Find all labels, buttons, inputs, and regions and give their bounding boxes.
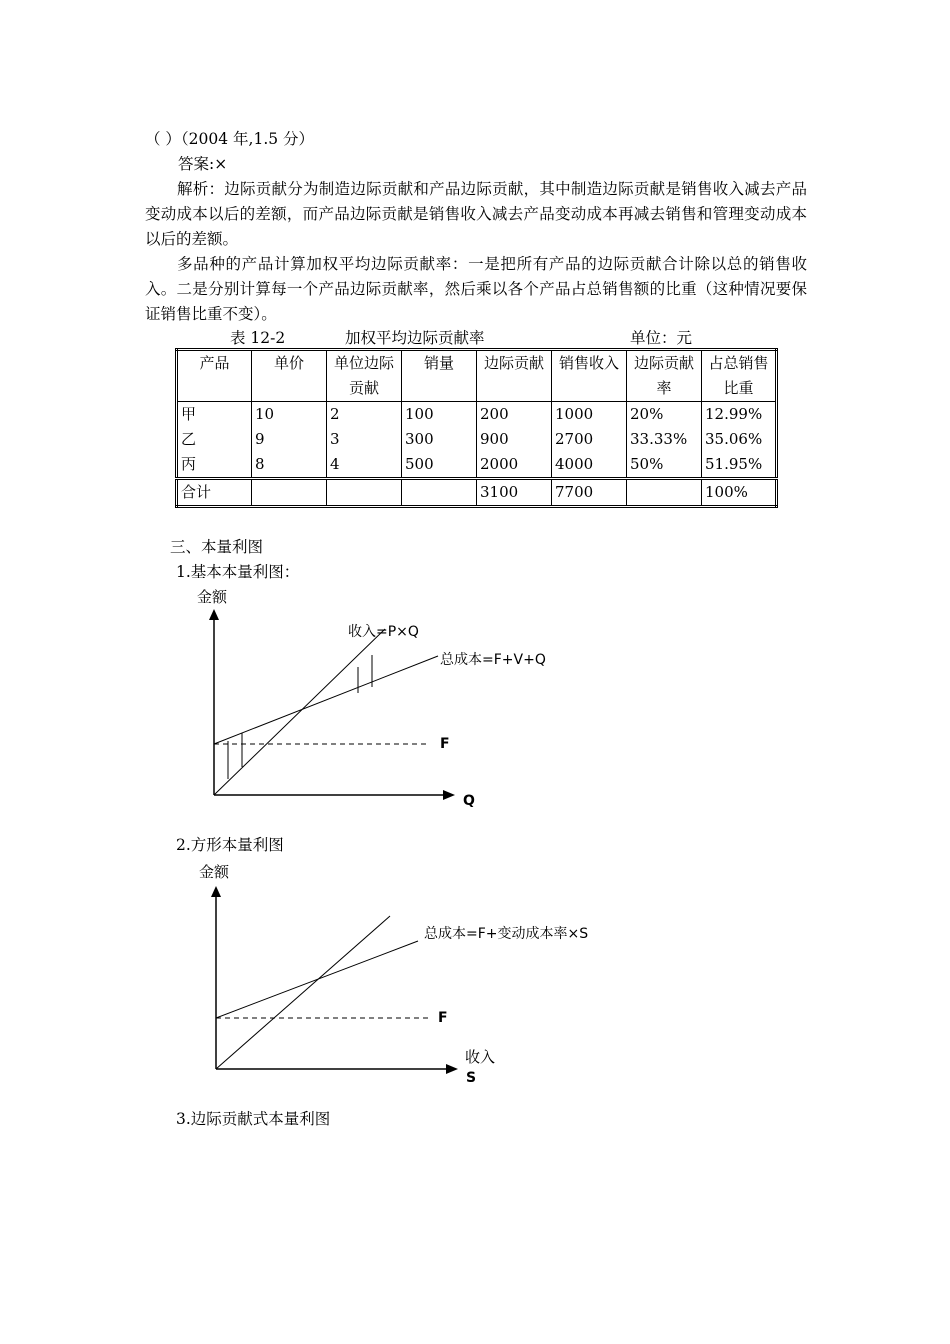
table-cell: 9 (255, 430, 265, 448)
table-header-text: 单价 (273, 354, 304, 372)
table-total-cell (627, 479, 702, 507)
table-column-cell (702, 402, 777, 479)
table-column-cell (477, 402, 552, 479)
table-total-cell (252, 479, 327, 507)
table-cell: 2 (330, 405, 340, 423)
table-total-cell: 100% (702, 479, 777, 507)
table-column-cell (552, 402, 627, 479)
table-header-cell (252, 350, 327, 402)
chart1-revenue-line (214, 629, 385, 795)
table-cell: 33.33% (630, 430, 688, 448)
chart1-cost-label: 总成本=F+V+Q (440, 652, 546, 668)
table-header-text: 率 (656, 379, 672, 397)
table-total-row (177, 479, 777, 507)
table-cell: 200 (480, 405, 509, 423)
section-heading-cvp: 三、本量利图 (170, 538, 264, 556)
table-cell: 300 (405, 430, 434, 448)
table-cell: 20% (630, 405, 664, 423)
table-cell: 500 (405, 455, 434, 473)
table-total-cell: 3100 (477, 479, 552, 507)
table-cell: 35.06% (705, 430, 763, 448)
chart2-fixed-label: F (438, 1010, 448, 1026)
table-header-cell (477, 350, 552, 402)
table-column-cell (627, 402, 702, 479)
chart1-fixed-label: F (440, 736, 450, 752)
chart2-x-axis-label-top: 收入 (465, 1048, 496, 1066)
chart1-revenue-label: 收入=P×Q (348, 624, 419, 640)
analysis-paragraph-2: 多品种的产品计算加权平均边际贡献率：一是把所有产品的边际贡献合计除以总的销售收入。二是分别计算每一个产品边际贡献率，然后乘以各个产品占总销售额的比重（这种情况要保证销售比重不变）。 (145, 255, 807, 323)
table-header-text: 销售收入 (558, 354, 619, 372)
table-column-cell (327, 402, 402, 479)
table-cell: 8 (255, 455, 265, 473)
table-cell: 900 (480, 430, 509, 448)
table-header-cell (552, 350, 627, 402)
chart2-x-axis-label: S (466, 1070, 477, 1086)
table-header-text: 单位边际 (333, 354, 394, 372)
table-header-text: 边际贡献 (483, 354, 544, 372)
table-total-cell (402, 479, 477, 507)
table-total-cell: 7700 (552, 479, 627, 507)
table-header-text: 边际贡献 (633, 354, 694, 372)
chart2-revenue-line (216, 916, 390, 1069)
table-cell: 4 (330, 455, 340, 473)
chart2-total-cost-line (216, 941, 418, 1018)
table-cell: 1000 (555, 405, 594, 423)
table-cell: 甲 (181, 405, 197, 423)
table-header-cell (177, 350, 252, 402)
question-header: （ ）（2004 年,1.5 分） (145, 130, 315, 148)
table-header-text: 贡献 (348, 379, 379, 397)
chart1-x-arrow (443, 790, 455, 800)
table-column-cell (402, 402, 477, 479)
table-header-row (177, 350, 777, 402)
table-cell: 50% (630, 455, 664, 473)
table-number: 表 12-2 (230, 329, 286, 347)
chart1-total-cost-line (214, 656, 438, 744)
table-cell: 丙 (181, 455, 197, 473)
table-cell: 51.95% (705, 455, 763, 473)
table-body-row (177, 402, 777, 479)
table-unit: 单位：元 (630, 329, 693, 347)
table-total-cell (327, 479, 402, 507)
chart2-y-arrow (211, 886, 221, 897)
table-header-text: 产品 (199, 354, 230, 372)
contribution-table (175, 348, 778, 508)
chart1-heading: 1.基本本量利图： (176, 563, 300, 581)
chart3-heading: 3.边际贡献式本量利图 (176, 1110, 331, 1128)
table-cell: 12.99% (705, 405, 763, 423)
table-cell: 4000 (555, 455, 594, 473)
table-total-cell: 合计 (177, 479, 252, 507)
chart1-y-axis-label: 金额 (197, 588, 228, 606)
table-cell: 2700 (555, 430, 594, 448)
table-header-cell (402, 350, 477, 402)
table-title: 加权平均边际贡献率 (345, 329, 485, 347)
table-header-text: 销量 (423, 354, 454, 372)
table-cell: 10 (255, 405, 275, 423)
table-header-cell (702, 350, 777, 402)
table-cell: 3 (330, 430, 340, 448)
chart2-cost-label: 总成本=F+变动成本率×S (424, 926, 589, 942)
chart1-y-arrow (209, 609, 219, 620)
table-column-cell (252, 402, 327, 479)
table-cell: 2000 (480, 455, 519, 473)
table-header-text: 占总销售 (708, 354, 769, 372)
table-header-text: 比重 (723, 379, 754, 397)
basic-cvp-chart (180, 583, 560, 813)
table-header-cell (327, 350, 402, 402)
chart2-y-axis-label: 金额 (199, 863, 230, 881)
chart2-heading: 2.方形本量利图 (176, 836, 284, 854)
table-header-cell (627, 350, 702, 402)
square-cvp-chart (180, 858, 620, 1088)
answer-line: 答案:× (178, 155, 228, 173)
table-column-cell (177, 402, 252, 479)
analysis-paragraph-1: 解析：边际贡献分为制造边际贡献和产品边际贡献，其中制造边际贡献是销售收入减去产品变动成本以后的差额，而产品边际贡献是销售收入减去产品变动成本再减去销售和管理变动成本以后的差额。 (145, 180, 807, 248)
table-cell: 乙 (181, 430, 197, 448)
chart1-x-axis-label: Q (463, 793, 475, 809)
chart2-x-arrow (446, 1064, 458, 1074)
table-cell: 100 (405, 405, 434, 423)
